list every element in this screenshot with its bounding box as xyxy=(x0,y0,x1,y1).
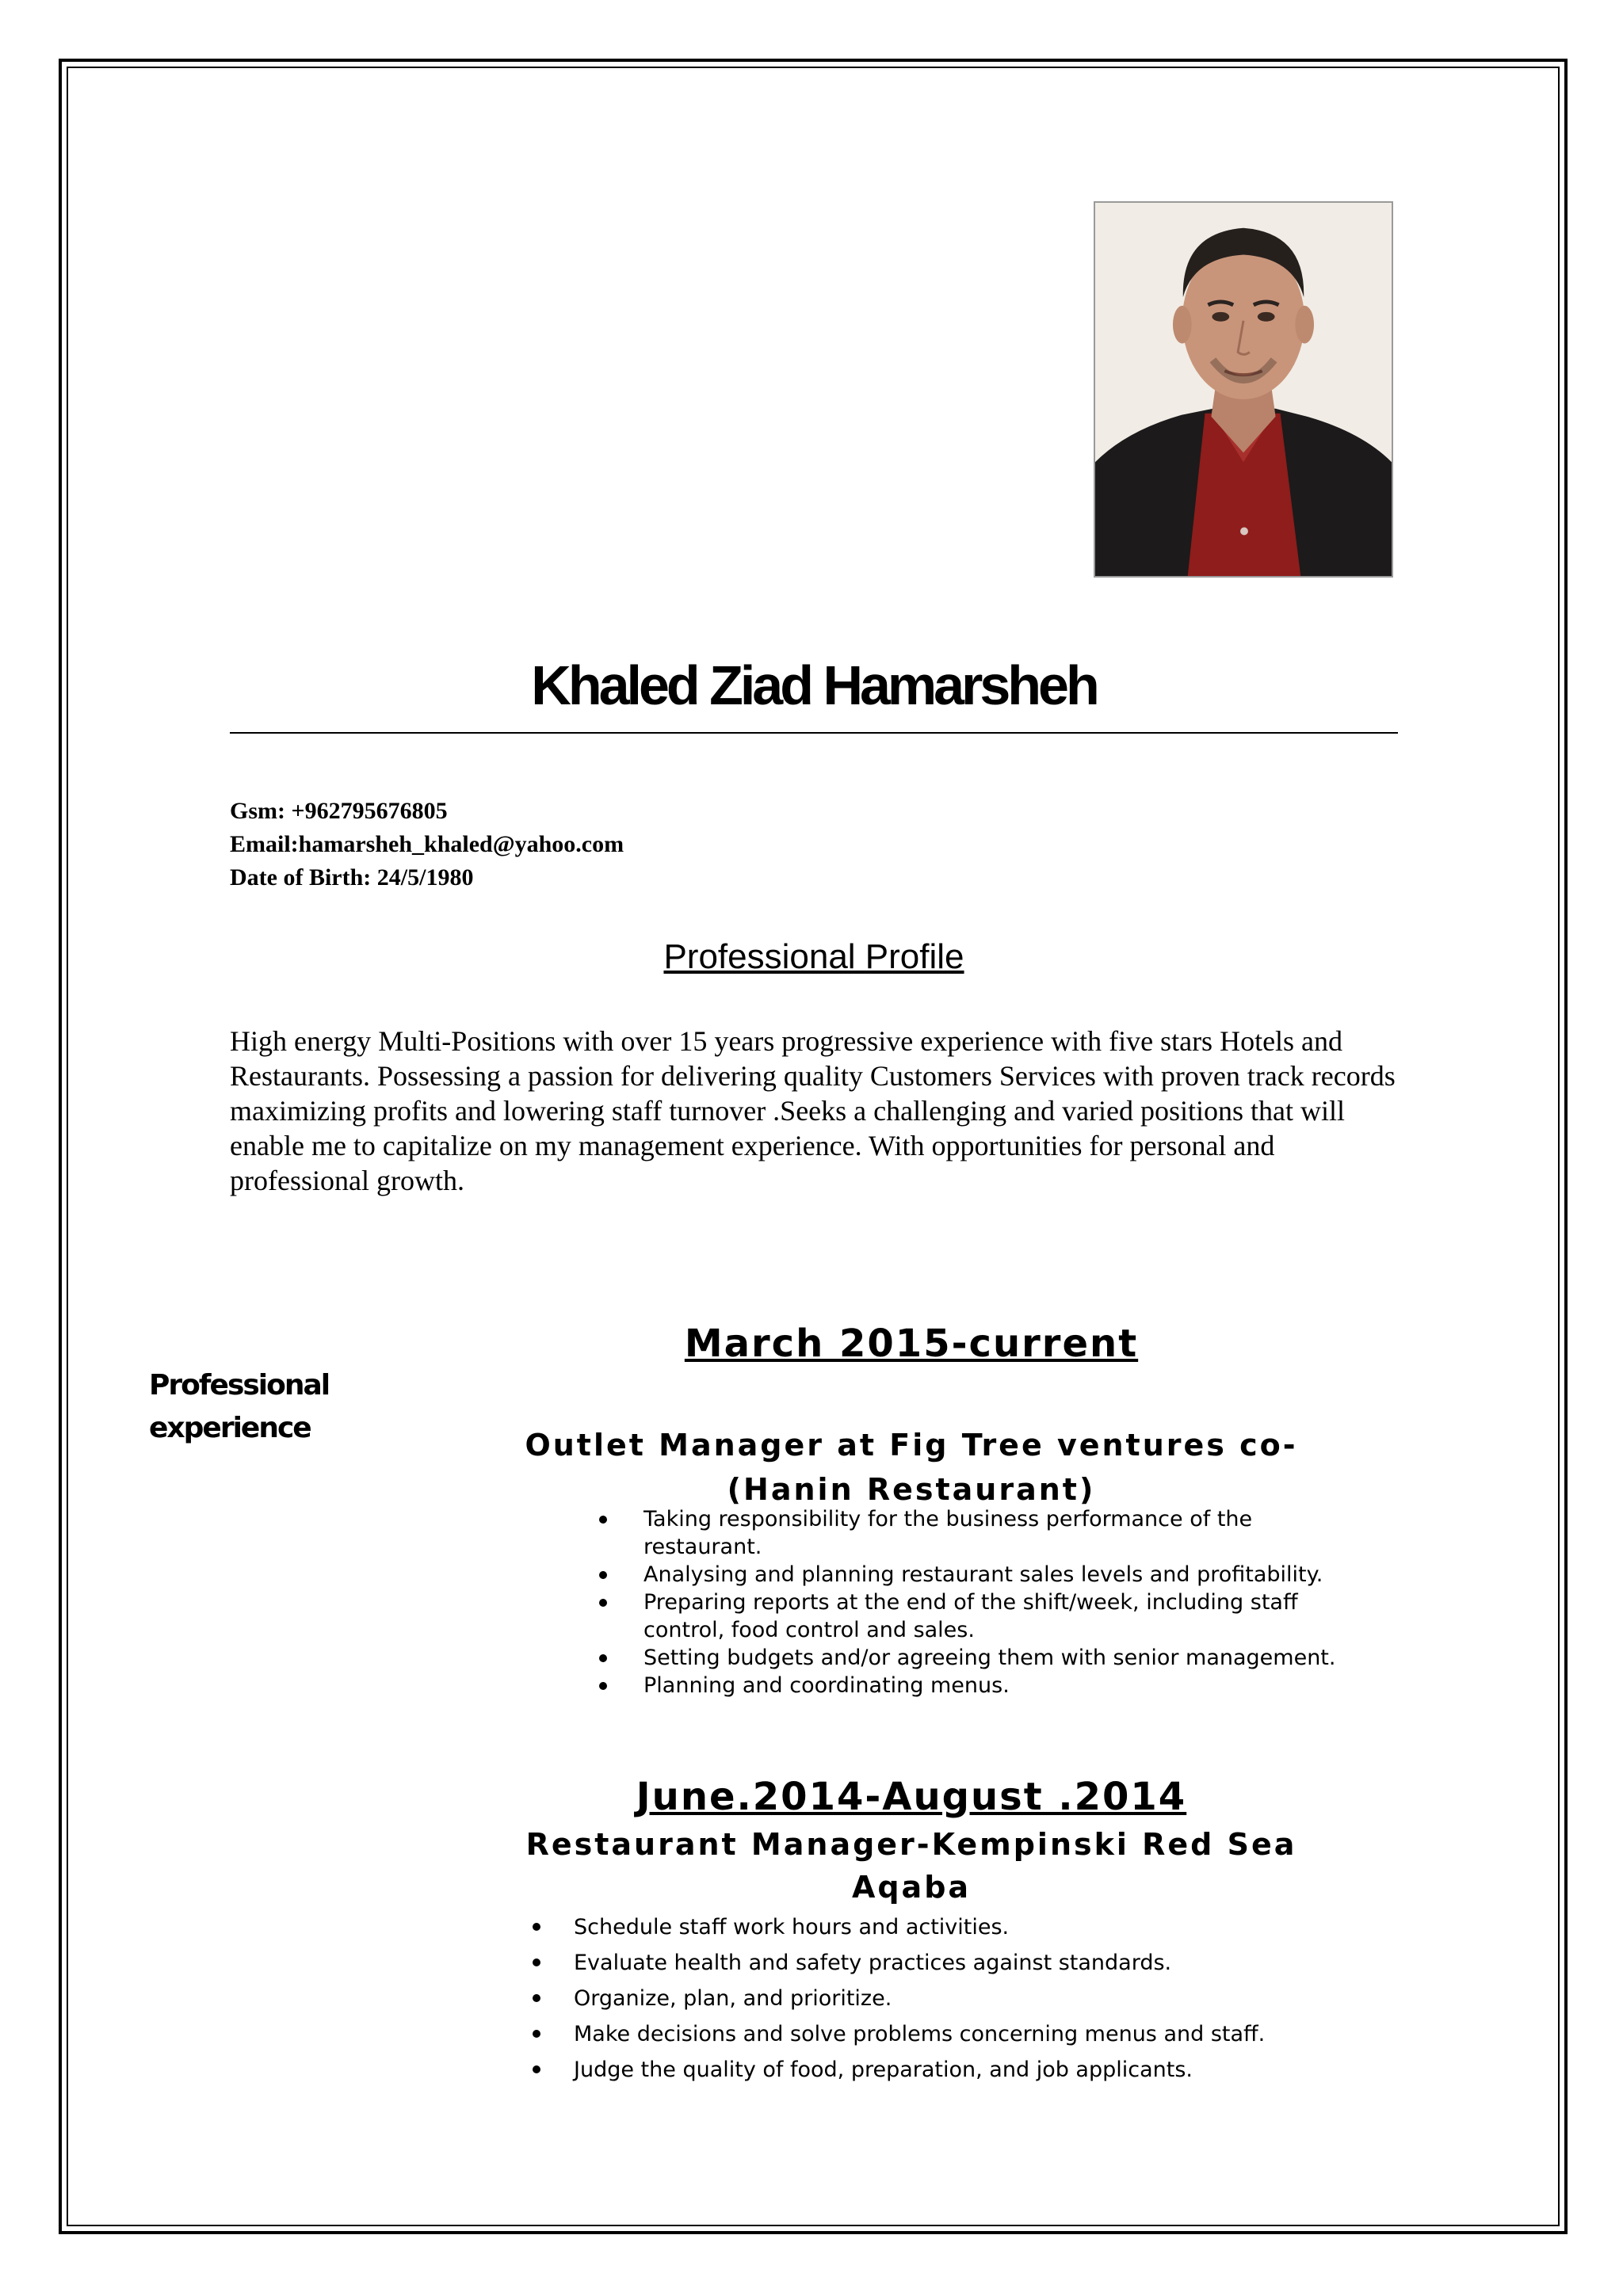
contact-block xyxy=(230,795,1181,894)
job-1-duties xyxy=(643,1505,1357,1699)
email-address: Email:hamarsheh_khaled@yahoo.com xyxy=(230,831,624,857)
candidate-name: Khaled Ziad Hamarsheh xyxy=(531,654,1097,716)
gsm-number: Gsm: +962795676805 xyxy=(230,798,448,824)
list-item: Schedule staff work hours and activities. xyxy=(574,1909,1366,1945)
list-item: Analysing and planning restaurant sales levels and profitability. xyxy=(643,1561,1357,1589)
name-divider xyxy=(230,732,1398,734)
list-item: Evaluate health and safety practices against standards. xyxy=(574,1945,1366,1981)
job-2-title-line2: Aqaba xyxy=(851,1870,972,1905)
job-2-duties xyxy=(574,1909,1366,2088)
list-item: Setting budgets and/or agreeing them with senior management. xyxy=(643,1644,1357,1672)
profile-photo xyxy=(1094,201,1393,578)
list-item: Organize, plan, and prioritize. xyxy=(574,1981,1366,2016)
job-1-title-line1: Outlet Manager at Fig Tree ventures co- xyxy=(525,1428,1298,1463)
date-of-birth: Date of Birth: 24/5/1980 xyxy=(230,864,474,891)
list-item: Make decisions and solve problems concerning menus and staff. xyxy=(574,2016,1366,2052)
experience-section-label xyxy=(149,1364,387,1450)
job-2-date: June.2014-August .2014 xyxy=(636,1775,1187,1819)
job-1-date: March 2015-current xyxy=(684,1322,1139,1366)
profile-summary: High energy Multi-Positions with over 15 years progressive experience with five stars Hotels and Restaurants. Possessing a passion for delivering quality Customers Services with proven track records maximizing profits and lowering staff turnover .Seeks a challenging and varied positions that will enable me to capitalize on my management experience. With opportunities for personal and professional growth. xyxy=(230,1025,1396,1196)
experience-label-line2: experience xyxy=(149,1412,311,1444)
list-item: Planning and coordinating menus. xyxy=(643,1672,1357,1699)
job-1-title-line2: (Hanin Restaurant) xyxy=(727,1472,1096,1507)
job-2-title-line1: Restaurant Manager-Kempinski Red Sea xyxy=(525,1827,1297,1862)
experience-label-line1: Professional xyxy=(149,1369,330,1402)
list-item: Judge the quality of food, preparation, and job applicants. xyxy=(574,2052,1366,2088)
list-item: Taking responsibility for the business performance of the restaurant. xyxy=(643,1505,1357,1561)
profile-heading: Professional Profile xyxy=(663,937,964,976)
list-item: Preparing reports at the end of the shift/week, including staff control, food control and sales. xyxy=(643,1589,1357,1644)
